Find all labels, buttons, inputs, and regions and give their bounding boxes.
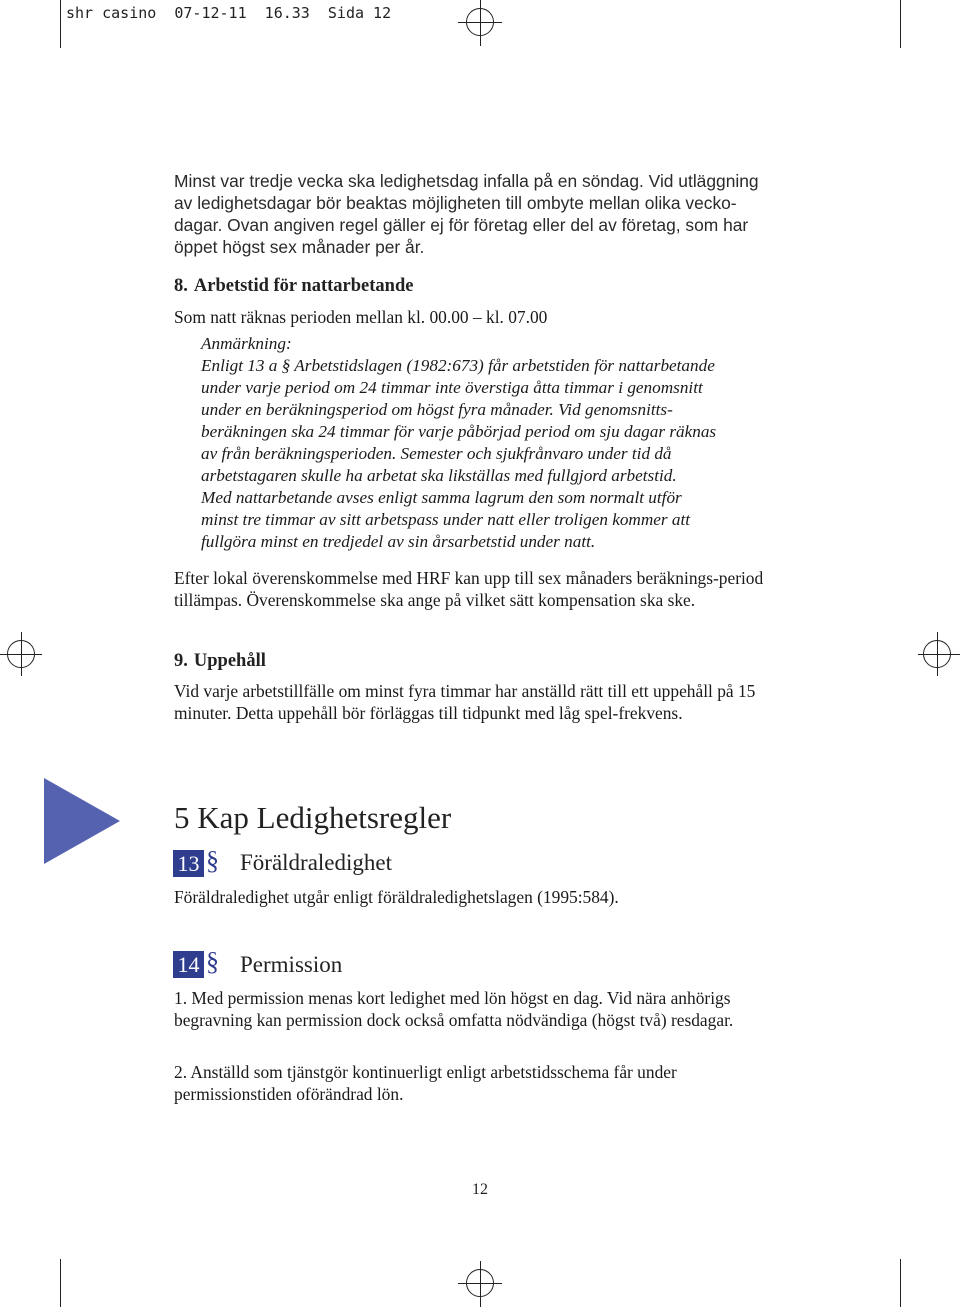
par-14-title: Permission — [240, 952, 343, 977]
par-13-number-badge: 13 — [173, 850, 204, 877]
section-8-extra: Efter lokal överenskommelse med HRF kan upp till sex månaders beräknings-period tillämpas. Överenskommelse ska ange på vilket sätt kompensation ska ske. — [174, 568, 764, 610]
section-8-heading — [174, 276, 413, 297]
section-8-number: 8. — [174, 276, 188, 296]
chapter-title: 5 Kap Ledighetsregler — [174, 800, 452, 835]
intro-paragraph: Minst var tredje vecka ska ledighetsdag infalla på en söndag. Vid utläggning av ledighetsdagar bör beaktas möjligheten till ombyte mellan olika vecko-dagar. Ovan angiven regel gäller ej för företag eller del av företag, som har öppet högst sex månader per år. — [174, 171, 759, 257]
note-line: Med nattarbetande avses enligt samma lagrum den som normalt utför — [201, 488, 682, 507]
note-line: av från beräkningsperioden. Semester och sjukfrånvaro under tid då — [201, 444, 672, 463]
par-13-body: Föräldraledighet utgår enligt föräldraledighetslagen (1995:584). — [174, 887, 619, 907]
note-label: Anmärkning: — [201, 334, 292, 353]
section-8-note — [201, 333, 801, 553]
chapter-marker-triangle — [44, 778, 120, 864]
par-14-item-1: 1. Med permission menas kort ledighet med lön högst en dag. Vid nära anhörigs begravning kan permission dock också omfatta nödvändiga (högst två) resdagar. — [174, 988, 734, 1030]
par-13-title: Föräldraledighet — [240, 850, 393, 875]
paragraph-symbol-icon: § — [206, 947, 219, 976]
section-8-title: Arbetstid för nattarbetande — [193, 276, 414, 296]
note-line: arbetstagaren skulle ha arbetat ska likställas med fullgjord arbetstid. — [201, 466, 677, 485]
paragraph-symbol-icon: § — [206, 846, 219, 875]
section-8-body: Som natt räknas perioden mellan kl. 00.00 – kl. 07.00 — [174, 307, 548, 327]
print-slug: shr casino 07-12-11 16.33 Sida 12 — [66, 4, 392, 22]
note-line: Enligt 13 a § Arbetstidslagen (1982:673) får arbetstiden för nattarbetande — [201, 356, 715, 375]
note-line: minst tre timmar av sitt arbetspass under natt eller troligen kommer att — [201, 510, 691, 529]
section-9-number: 9. — [174, 651, 188, 671]
note-line: under varje period om 24 timmar inte överstiga åtta timmar i genomsnitt — [201, 378, 703, 397]
section-9-body: Vid varje arbetstillfälle om minst fyra timmar har anställd rätt till ett uppehåll på 15 minuter. Detta uppehåll bör förläggas till tidpunkt med låg spel-frekvens. — [174, 681, 756, 723]
note-line: beräkningen ska 24 timmar för varje påbörjad period om sju dagar räknas — [201, 422, 717, 441]
section-9-title: Uppehåll — [193, 651, 266, 671]
note-line: under en beräkningsperiod om högst fyra månader. Vid genomsnitts- — [201, 400, 673, 419]
page-number: 12 — [472, 1181, 488, 1198]
section-9-heading — [174, 651, 266, 672]
par-14-number-badge: 14 — [173, 951, 204, 978]
note-line: fullgöra minst en tredjedel av sin årsarbetstid under natt. — [201, 532, 596, 551]
par-14-item-2: 2. Anställd som tjänstgör kontinuerligt enligt arbetstidsschema får under permissionstiden oförändrad lön. — [174, 1062, 677, 1104]
